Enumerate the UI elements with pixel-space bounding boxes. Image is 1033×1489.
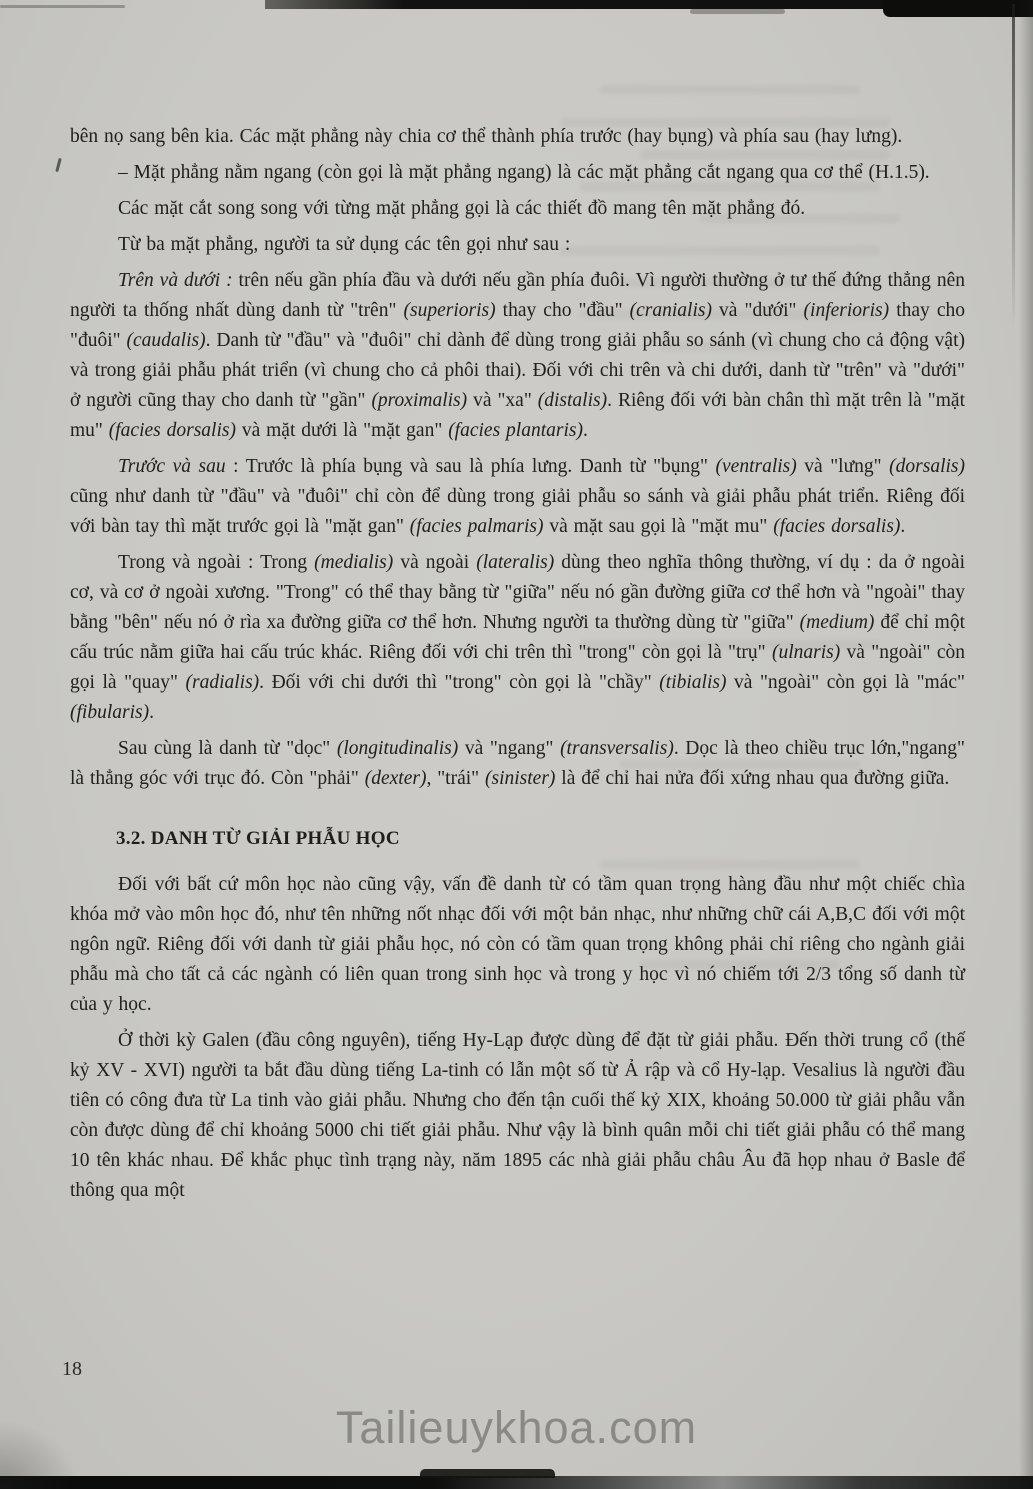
- latin-term: (medium): [799, 612, 875, 633]
- latin-term: (facies dorsalis): [773, 516, 901, 537]
- paragraph: [70, 452, 965, 542]
- paragraph: [70, 122, 965, 152]
- text-run: thay cho "đuôi": [70, 300, 965, 351]
- text-run: – Mặt phẳng nằm ngang (còn gọi là mặt phẳng ngang) là các mặt phẳng cắt ngang qua cơ thể (H.1.5).: [118, 162, 930, 183]
- text-run: : Trước là phía bụng và sau là phía lưng. Danh từ "bụng": [225, 456, 716, 477]
- latin-term: (distalis): [537, 390, 608, 411]
- text-run: và "dưới": [711, 300, 804, 321]
- paragraph: [70, 1026, 965, 1206]
- text-run: .: [900, 516, 906, 537]
- page-edge-shadow-right: [1019, 0, 1033, 1489]
- latin-term: (fibularis): [70, 702, 150, 723]
- latin-term: (facies palmaris): [409, 516, 544, 537]
- body-paragraphs-after: [70, 870, 965, 1206]
- latin-term: (cranialis): [629, 300, 712, 321]
- latin-term: (superioris): [403, 300, 496, 321]
- latin-term: (medialis): [314, 552, 394, 573]
- text-run: .: [149, 702, 154, 723]
- paragraph: [70, 194, 965, 224]
- text-run: trên nếu gần phía đầu và dưới nếu gần phía đuôi. Vì người thường ở tư thế đứng thẳng nên người ta thống nhất dùng danh từ "trên": [70, 270, 965, 321]
- bleed-through-mark: [600, 85, 860, 94]
- latin-term: (radialis): [185, 672, 260, 693]
- latin-term: (ulnaris): [771, 642, 841, 663]
- latin-term: (facies dorsalis): [108, 420, 236, 441]
- text-run: và "xa": [467, 390, 538, 411]
- scan-line-artifact-right: [1012, 4, 1015, 329]
- scan-smudge: [690, 9, 785, 14]
- latin-term: (dexter): [364, 768, 427, 789]
- text-run: Sau cùng là danh từ "dọc": [118, 738, 337, 759]
- text-run: . Riêng đối với bàn chân thì mặt trên là "mặt mu": [70, 390, 965, 441]
- paragraph: [70, 266, 965, 446]
- text-run: và "lưng": [796, 456, 890, 477]
- section-heading: 3.2. DANH TỪ GIẢI PHẪU HỌC: [116, 828, 400, 849]
- latin-term: (longitudinalis): [336, 738, 459, 759]
- scan-edge-artifact-bottom: [0, 1476, 1033, 1489]
- latin-term: (inferioris): [803, 300, 890, 321]
- latin-term: (dorsalis): [889, 456, 966, 477]
- text-run: Ở thời kỳ Galen (đầu công nguyên), tiếng Hy-Lạp được dùng để đặt từ giải phẫu. Đến thời trung cổ (thế kỷ XV - XVI) người ta bắt đầu dùng tiếng La-tinh có lẫn một số từ Ả rập và cổ Hy-lạp. Vesalius là người đầu tiên có công đưa từ La tinh vào giải phẫu. Nhưng cho đến tận cuối thế kỷ XIX, khoảng 50.000 từ giải phẫu vẫn còn được dùng để chỉ khoảng 5000 chi tiết giải phẫu. Như vậy là bình quân mỗi chi tiết giải phẫu có thể mang 10 tên khác nhau. Để khắc phục tình trạng này, năm 1895 các nhà giải phẫu châu Âu đã họp nhau ở Basle để thông qua một: [70, 1030, 965, 1201]
- text-run: Đối với bất cứ môn học nào cũng vậy, vấn đề danh từ có tầm quan trọng hàng đầu như một chiếc chìa khóa mở vào môn học đó, như tên những nốt nhạc đối với một bản nhạc, như những chữ cái A,B,C đối với một ngôn ngữ. Riêng đối với danh từ giải phẫu học, nó còn có tầm quan trọng không phải chỉ riêng cho ngành giải phẫu mà cho tất cả các ngành có liên quan trong sinh học và trong y học vì nó chiếm tới 2/3 tổng số danh từ của y học.: [70, 874, 965, 1015]
- page-number: 18: [62, 1358, 82, 1380]
- text-run: để chỉ một cấu trúc nằm giữa hai cấu trúc khác. Riêng đối với chi trên thì "trong" còn gọi là "trụ": [70, 612, 965, 663]
- latin-term: (ventralis): [715, 456, 797, 477]
- scan-edge-artifact-bottom-bump: [420, 1469, 555, 1478]
- latin-term: Trước và sau: [118, 456, 226, 477]
- page-text-column: [70, 122, 965, 1212]
- text-run: và "ngang": [458, 738, 561, 759]
- paragraph: [70, 870, 965, 1020]
- text-run: và mặt sau gọi là "mặt mu": [543, 516, 774, 537]
- latin-term: (tibialis): [659, 672, 727, 693]
- paragraph: [70, 548, 965, 728]
- text-run: và mặt dưới là "mặt gan": [235, 420, 449, 441]
- scan-edge-artifact-top-left: [0, 5, 125, 8]
- latin-term: Trên và dưới :: [118, 270, 239, 291]
- latin-term: (lateralis): [476, 552, 555, 573]
- watermark: Tailieuykhoa.com: [335, 1402, 698, 1453]
- text-run: , "trái": [426, 768, 485, 789]
- text-run: . Dọc là theo chiều trục lớn,"ngang" là thẳng góc với trục đó. Còn "phải": [70, 738, 965, 789]
- text-run: bên nọ sang bên kia. Các mặt phẳng này chia cơ thể thành phía trước (hay bụng) và phía sau (hay lưng).: [70, 126, 903, 147]
- paragraph: [70, 230, 965, 260]
- text-run: Các mặt cắt song song với từng mặt phẳng gọi là các thiết đồ mang tên mặt phẳng đó.: [118, 198, 806, 219]
- latin-term: (proximalis): [371, 390, 468, 411]
- text-run: . Đối với chi dưới thì "trong" còn gọi là "chầy": [259, 672, 660, 693]
- latin-term: (transversalis): [560, 738, 674, 759]
- text-run: và ngoài: [393, 552, 477, 573]
- body-paragraphs: [70, 122, 965, 794]
- text-run: và "ngoài" còn gọi là "quay": [70, 642, 966, 693]
- paragraph: [70, 734, 965, 794]
- text-run: dùng theo nghĩa thông thường, ví dụ : da ở ngoài cơ, và cơ ở ngoài xương. "Trong" có thể thay bằng từ "giữa" nếu nó gần đường giữa cơ thể hơn và "ngoài" thay bằng "bên" nếu nó ở rìa xa đường giữa cơ thể hơn. Nhưng người ta thường dùng từ "giữa": [70, 552, 965, 633]
- text-run: cũng như danh từ "đầu" và "đuôi" chỉ còn để dùng trong giải phẫu so sánh và giải phẫu phát triển. Riêng đối với bàn tay thì mặt trước gọi là "mặt gan": [70, 486, 965, 537]
- stray-pen-mark: [55, 158, 62, 172]
- text-run: . Danh từ "đầu" và "đuôi" chỉ dành để dùng trong giải phẫu so sánh (vì chung cho cả động vật) và trong giải phẫu phát triển (vì chung cho cả phôi thai). Đối với chi trên và chi dưới, danh từ "trên" và "dưới" ở người cũng thay cho danh từ "gần": [70, 330, 965, 411]
- text-run: Trong và ngoài : Trong: [118, 552, 315, 573]
- text-run: thay cho "đầu": [495, 300, 630, 321]
- latin-term: (sinister): [484, 768, 556, 789]
- latin-term: (facies plantaris): [448, 420, 583, 441]
- scan-edge-artifact-top: [265, 0, 1033, 9]
- paragraph: [70, 158, 965, 188]
- scan-edge-artifact-top-right: [883, 0, 1033, 17]
- latin-term: (caudalis): [126, 330, 206, 351]
- text-run: .: [582, 420, 588, 441]
- text-run: và "ngoài" còn gọi là "mác": [726, 672, 965, 693]
- text-run: Từ ba mặt phẳng, người ta sử dụng các tên gọi như sau :: [118, 234, 571, 255]
- text-run: là để chỉ hai nửa đối xứng nhau qua đường giữa.: [555, 768, 950, 789]
